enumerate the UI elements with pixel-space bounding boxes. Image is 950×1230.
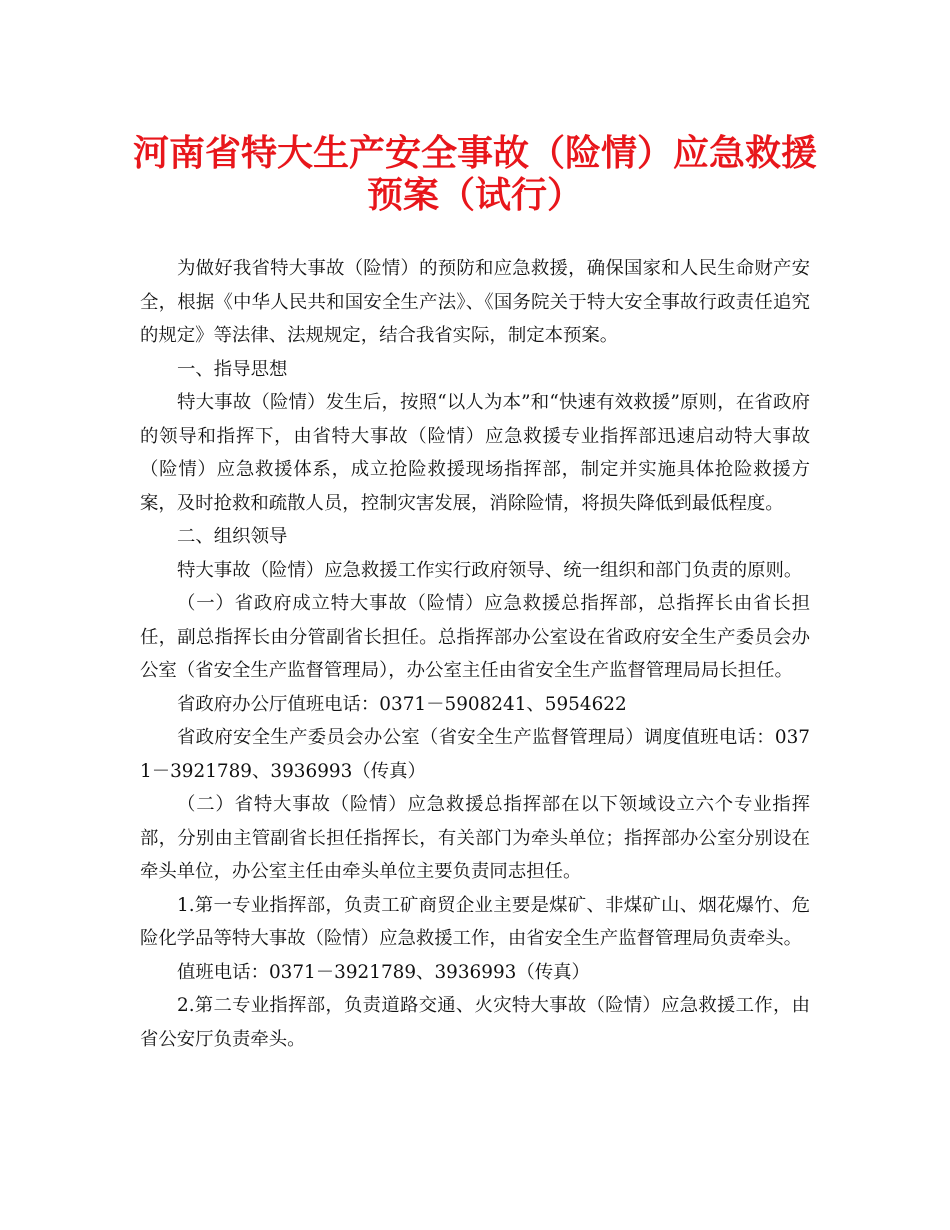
paragraph-organization-principle: 特大事故（险情）应急救援工作实行政府领导、统一组织和部门负责的原则。 (177, 559, 803, 581)
paragraph-general-command: （一）省政府成立特大事故（险情）应急救援总指挥部，总指挥长由省长担任，副总指挥长由分管副省长担任。总指挥部办公室设在省政府安全生产委员会办公室（省安全生产监督管理局），办公室主任由省安全生产监督管理局局长担任。 (140, 593, 810, 681)
document-body (140, 252, 810, 1056)
paragraph-safety-committee-phone: 省政府安全生产委员会办公室（省安全生产监督管理局）调度值班电话：0371－3921789、3936993（传真） (140, 727, 810, 782)
section-heading-organization: 二、组织领导 (177, 526, 288, 547)
paragraph-preamble: 为做好我省特大事故（险情）的预防和应急救援，确保国家和人民生命财产安全，根据《中华人民共和国安全生产法》、《国务院关于特大安全事故行政责任追究的规定》等法律、法规规定，结合我省实际，制定本预案。 (140, 258, 810, 346)
paragraph-second-command: 2.第二专业指挥部，负责道路交通、火灾特大事故（险情）应急救援工作，由省公安厅负责牵头。 (140, 995, 810, 1050)
paragraph-first-command-phone: 值班电话：0371－3921789、3936993（传真） (177, 961, 590, 983)
section-heading-guiding-ideology: 一、指导思想 (177, 358, 288, 380)
paragraph-specialized-commands: （二）省特大事故（险情）应急救援总指挥部在以下领域设立六个专业指挥部，分别由主管副省长担任指挥长，有关部门为牵头单位；指挥部办公室分别设在牵头单位，办公室主任由牵头单位主要负责同志担任。 (140, 794, 810, 882)
paragraph-first-command: 1.第一专业指挥部，负责工矿商贸企业主要是煤矿、非煤矿山、烟花爆竹、危险化学品等特大事故（险情）应急救援工作，由省安全生产监督管理局负责牵头。 (140, 894, 810, 949)
document-title-line-2: 预案（试行） (366, 174, 583, 216)
paragraph-guiding-ideology: 特大事故（险情）发生后，按照“以人为本”和“快速有效救援”原则，在省政府的领导和指挥下，由省特大事故（险情）应急救援专业指挥部迅速启动特大事故（险情）应急救援体系，成立抢险救援现场指挥部，制定并实施具体抢险救援方案，及时抢救和疏散人员，控制灾害发展，消除险情，将损失降低到最低程度。 (140, 392, 810, 514)
paragraph-office-duty-phone: 省政府办公厅值班电话：0371－5908241、5954622 (177, 693, 627, 715)
document-title-line-1: 河南省特大生产安全事故（险情）应急救援 (132, 132, 817, 174)
